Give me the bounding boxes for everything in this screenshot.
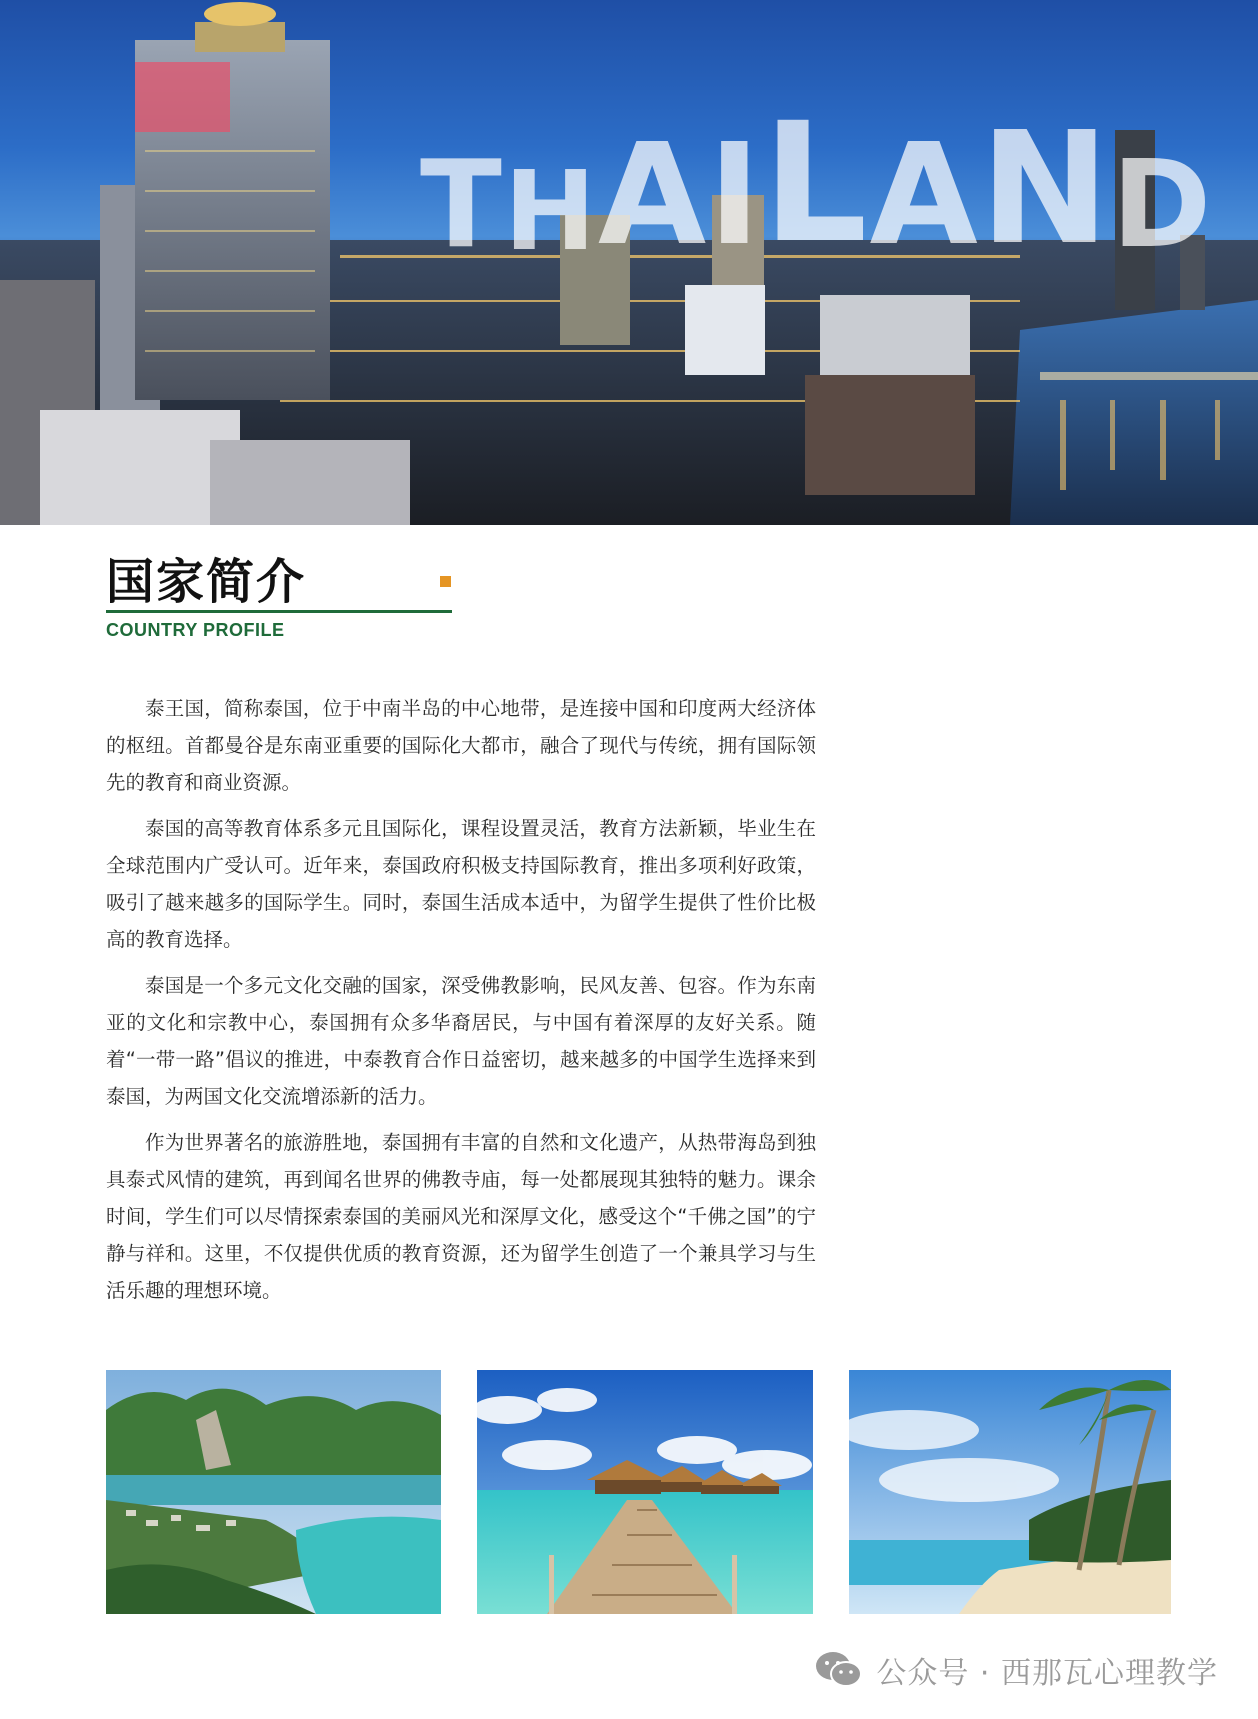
photo-palm-beach [849,1370,1171,1614]
photo-overwater-bungalows [477,1370,813,1614]
watermark-text: 公众号 · 西那瓦心理教学 [876,1656,1218,1691]
paragraph: 作为世界著名的旅游胜地，泰国拥有丰富的自然和文化遗产，从热带海岛到独具泰式风情的建筑，再到闻名世界的佛教寺庙，每一处都展现其独特的魅力。课余时间，学生们可以尽情探索泰国的美丽风光和深厚文化，感受这个“千佛之国”的宁静与祥和。这里，不仅提供优质的教育资源，还为留学生创造了一个兼具学习与生活乐趣的理想环境。 [106,1131,816,1302]
hero-letter: N [979,98,1112,279]
hero-letter: H [503,147,598,275]
hero-letter: T [420,136,504,275]
heading-divider [106,610,452,613]
country-profile-body [106,690,816,1318]
hero-letter: L [762,87,870,279]
hero-title-thailand [420,66,1214,279]
footer-watermark [814,1648,1218,1692]
section-title: 国家简介 [106,554,307,610]
paragraph: 泰国的高等教育体系多元且国际化，课程设置灵活，教育方法新颖，毕业生在全球范围内广受认可。近年来，泰国政府积极支持国际教育，推出多项利好政策，吸引了越来越多的国际学生。同时，泰国生活成本适中，为留学生提供了性价比极高的教育选择。 [106,817,816,951]
hero-letter: D [1111,136,1214,275]
hero-banner [0,0,1258,525]
hero-letter: A [869,114,980,277]
section-heading [106,550,456,650]
hero-letter: I [708,114,763,277]
paragraph: 泰国是一个多元文化交融的国家，深受佛教影响，民风友善、包容。作为东南亚的文化和宗教中心，泰国拥有众多华裔居民，与中国有着深厚的友好关系。随着“一带一路”倡议的推进，中泰教育合作日益密切，越来越多的中国学生选择来到泰国，为两国文化交流增添新的活力。 [106,974,816,1108]
hero-letter: A [597,114,709,277]
photo-island-bay [106,1370,441,1614]
paragraph: 泰王国，简称泰国，位于中南半岛的中心地带，是连接中国和印度两大经济体的枢纽。首都曼谷是东南亚重要的国际化大都市，融合了现代与传统，拥有国际领先的教育和商业资源。 [106,697,816,794]
section-subtitle: COUNTRY PROFILE [106,620,285,640]
wechat-icon [814,1650,864,1690]
accent-square [440,576,451,587]
